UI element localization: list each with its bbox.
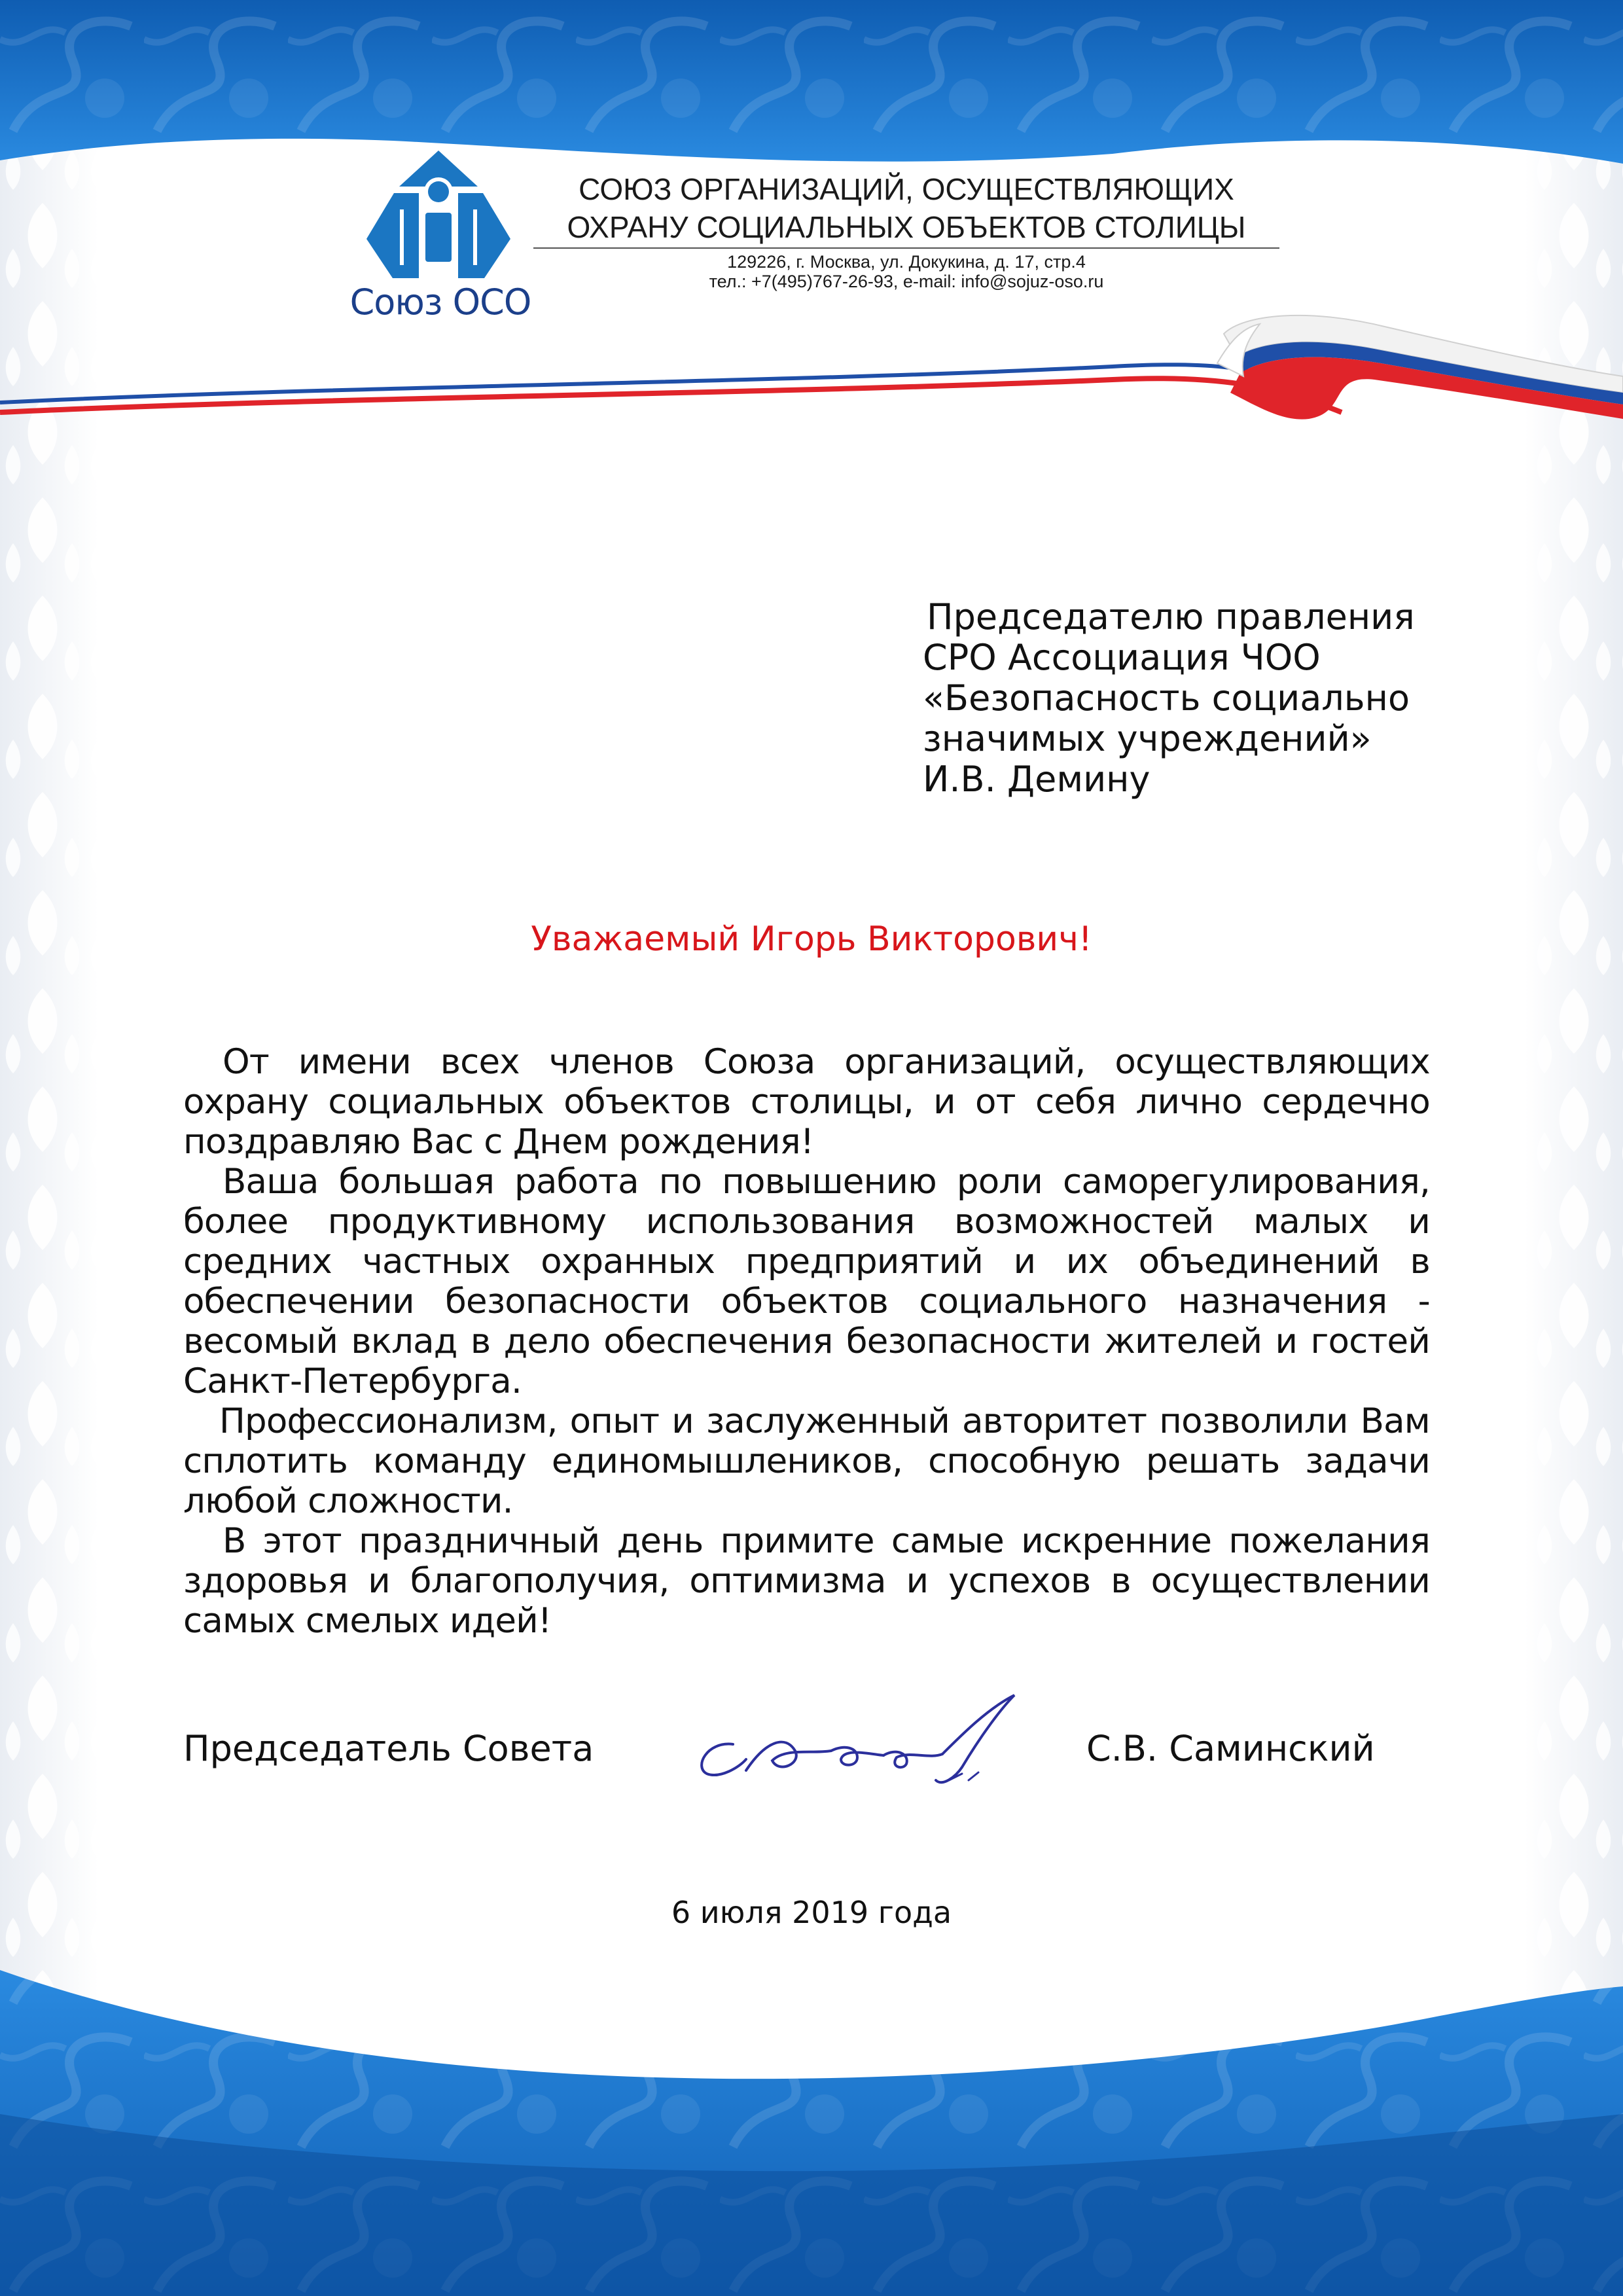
body-paragraph: Ваша большая работа по повышению роли саморегулирования, более продуктивному использования возможностей малых и средних частных охранных предприятий и их объединений в обеспечении безопасности объектов социального назначения - весомый вклад в дело обеспечения безопасности жителей и гостей Санкт-Петербурга. <box>183 1162 1430 1401</box>
handwritten-signature <box>681 1682 1027 1793</box>
body-paragraph: В этот праздничный день примите самые искренние пожелания здоровья и благополучия, оптимизма и успехов в осуществлении самых смелых идей! <box>183 1521 1430 1641</box>
body-paragraph: От имени всех членов Союза организаций, осуществляющих охрану социальных объектов столицы, и от себя лично сердечно поздравляю Вас с Днем рождения! <box>183 1042 1430 1162</box>
organization-name-line-2: ОХРАНУ СОЦИАЛЬНЫХ ОБЪЕКТОВ СТОЛИЦЫ <box>567 210 1246 244</box>
organization-address: 129226, г. Москва, ул. Докукина, д. 17, стр.4 <box>727 252 1086 272</box>
salutation: Уважаемый Игорь Викторович! <box>531 920 1092 959</box>
recipient-block <box>923 597 1415 800</box>
recipient-line: СРО Ассоциация ЧОО <box>923 637 1321 678</box>
letter-body <box>183 1042 1430 1641</box>
signatory-title: Председатель Совета <box>183 1728 594 1769</box>
recipient-line: значимых учреждений» <box>923 718 1372 759</box>
recipient-line: «Безопасность социально <box>923 677 1410 719</box>
organization-name-line-1: СОЮЗ ОРГАНИЗАЦИЙ, ОСУЩЕСТВЛЯЮЩИХ <box>579 172 1234 206</box>
organization-contacts: тел.: +7(495)767-26-93, e-mail: info@sojuz-oso.ru <box>709 272 1104 291</box>
recipient-line: Председателю правления <box>927 596 1415 637</box>
signatory-name: С.В. Саминский <box>1086 1728 1375 1769</box>
recipient-line: И.В. Демину <box>923 759 1150 800</box>
header-divider <box>533 247 1279 249</box>
letter-date: 6 июля 2019 года <box>671 1895 952 1930</box>
body-paragraph: Профессионализм, опыт и заслуженный авторитет позволили Вам сплотить команду единомышлеников, способную решать задачи любой сложности. <box>183 1401 1430 1521</box>
logo-wordmark: Союз ОСО <box>349 281 531 323</box>
